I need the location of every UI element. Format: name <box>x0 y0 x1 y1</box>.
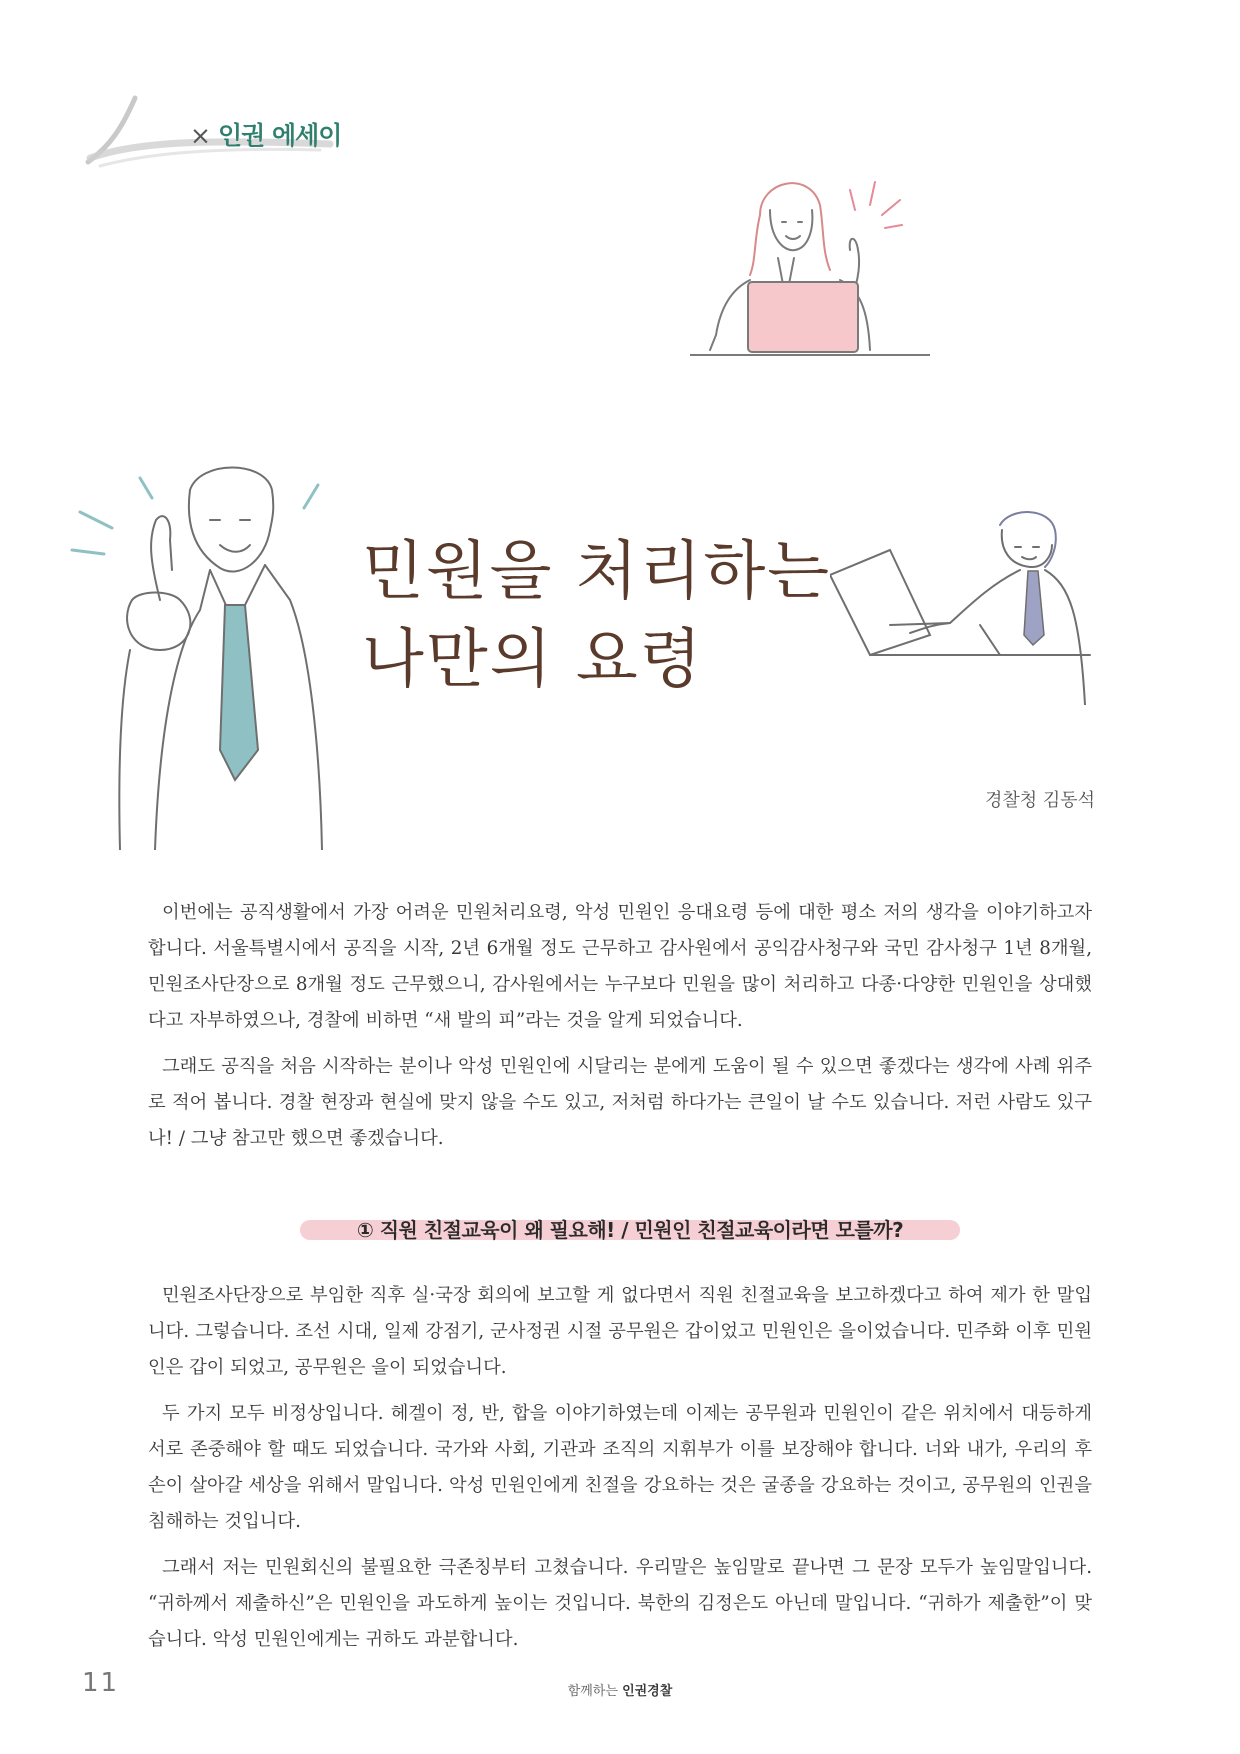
section1-paragraph-1: 민원조사단장으로 부임한 직후 실·국장 회의에 보고할 게 없다면서 직원 친절교육을 보고하겠다고 하여 제가 한 말입니다. 그렇습니다. 조선 시대, 일제 강점기, 군사정권 시절 공무원은 갑이었고 민원인은 을이었습니다. 민주화 이후 민원인은 갑이 되었고, 공무원은 을이 되었습니다. <box>148 1285 1092 1378</box>
title-line-1: 민원을 처리하는 <box>362 535 832 609</box>
section1-body <box>148 1278 1092 1668</box>
subheading-block <box>300 1210 960 1250</box>
title-line-2: 나만의 요령 <box>362 623 704 697</box>
section1-paragraph-2: 두 가지 모두 비정상입니다. 헤겔이 정, 반, 합을 이야기하였는데 이제는 공무원과 민원인이 같은 위치에서 대등하게 서로 존중해야 할 때도 되었습니다. 국가와 사회, 기관과 조직의 지휘부가 이를 보장해야 합니다. 너와 내가, 우리의 후손이 살아갈 세상을 위해서 말입니다. 악성 민원인에게 친절을 강요하는 것은 굴종을 강요하는 것이고, 공무원의 인권을 침해하는 것입니다. <box>148 1403 1092 1532</box>
subheading-text: ① 직원 친절교육이 왜 필요해! / 민원인 친절교육이라면 모를까? <box>356 1218 904 1242</box>
magazine-footer <box>0 1680 1240 1699</box>
section-label-text: 인권 에세이 <box>217 121 342 150</box>
intro-paragraph-2: 그래도 공직을 처음 시작하는 분이나 악성 민원인에 시달리는 분에게 도움이 될 수 있으면 좋겠다는 생각에 사례 위주로 적어 봅니다. 경찰 현장과 현실에 맞지 않을 수도 있고, 저처럼 하다가는 큰일이 날 수도 있습니다. 저런 사람도 있구나! / 그냥 참고만 했으면 좋겠습니다. <box>148 1056 1092 1149</box>
page-number: 11 <box>82 1668 120 1698</box>
intro-body <box>148 895 1092 1167</box>
article-title <box>362 528 831 704</box>
author-byline: 경찰청 김동석 <box>984 790 1095 811</box>
woman-laptop-illustration <box>690 160 930 390</box>
section1-paragraph-3: 그래서 저는 민원회신의 불필요한 극존칭부터 고쳤습니다. 우리말은 높임말로 끝나면 그 문장 모두가 높임말입니다. “귀하께서 제출하신”은 민원인을 과도하게 높이는 것입니다. 북한의 김정은도 아닌데 말입니다. “귀하가 제출한”이 맞습니다. 악성 민원인에게는 귀하도 과분합니다. <box>148 1557 1092 1650</box>
intro-paragraph-1: 이번에는 공직생활에서 가장 어려운 민원처리요령, 악성 민원인 응대요령 등에 대한 평소 저의 생각을 이야기하고자 합니다. 서울특별시에서 공직을 시작, 2년 6개월 정도 근무하고 감사원에서 공익감사청구와 국민 감사청구 1년 8개월, 민원조사단장으로 8개월 정도 근무했으니, 감사원에서는 누구보다 민원을 많이 처리하고 다종·다양한 민원인을 상대했다고 자부하였으나, 경찰에 비하면 “새 발의 피”라는 것을 알게 되었습니다. <box>148 902 1092 1031</box>
magazine-name: 인권경찰 <box>622 1684 673 1699</box>
man-typing-illustration <box>830 505 1100 705</box>
section-label <box>190 116 341 152</box>
man-thumbs-up-illustration <box>60 450 340 850</box>
magazine-prefix: 함께하는 <box>567 1684 618 1699</box>
x-mark: × <box>190 121 210 150</box>
